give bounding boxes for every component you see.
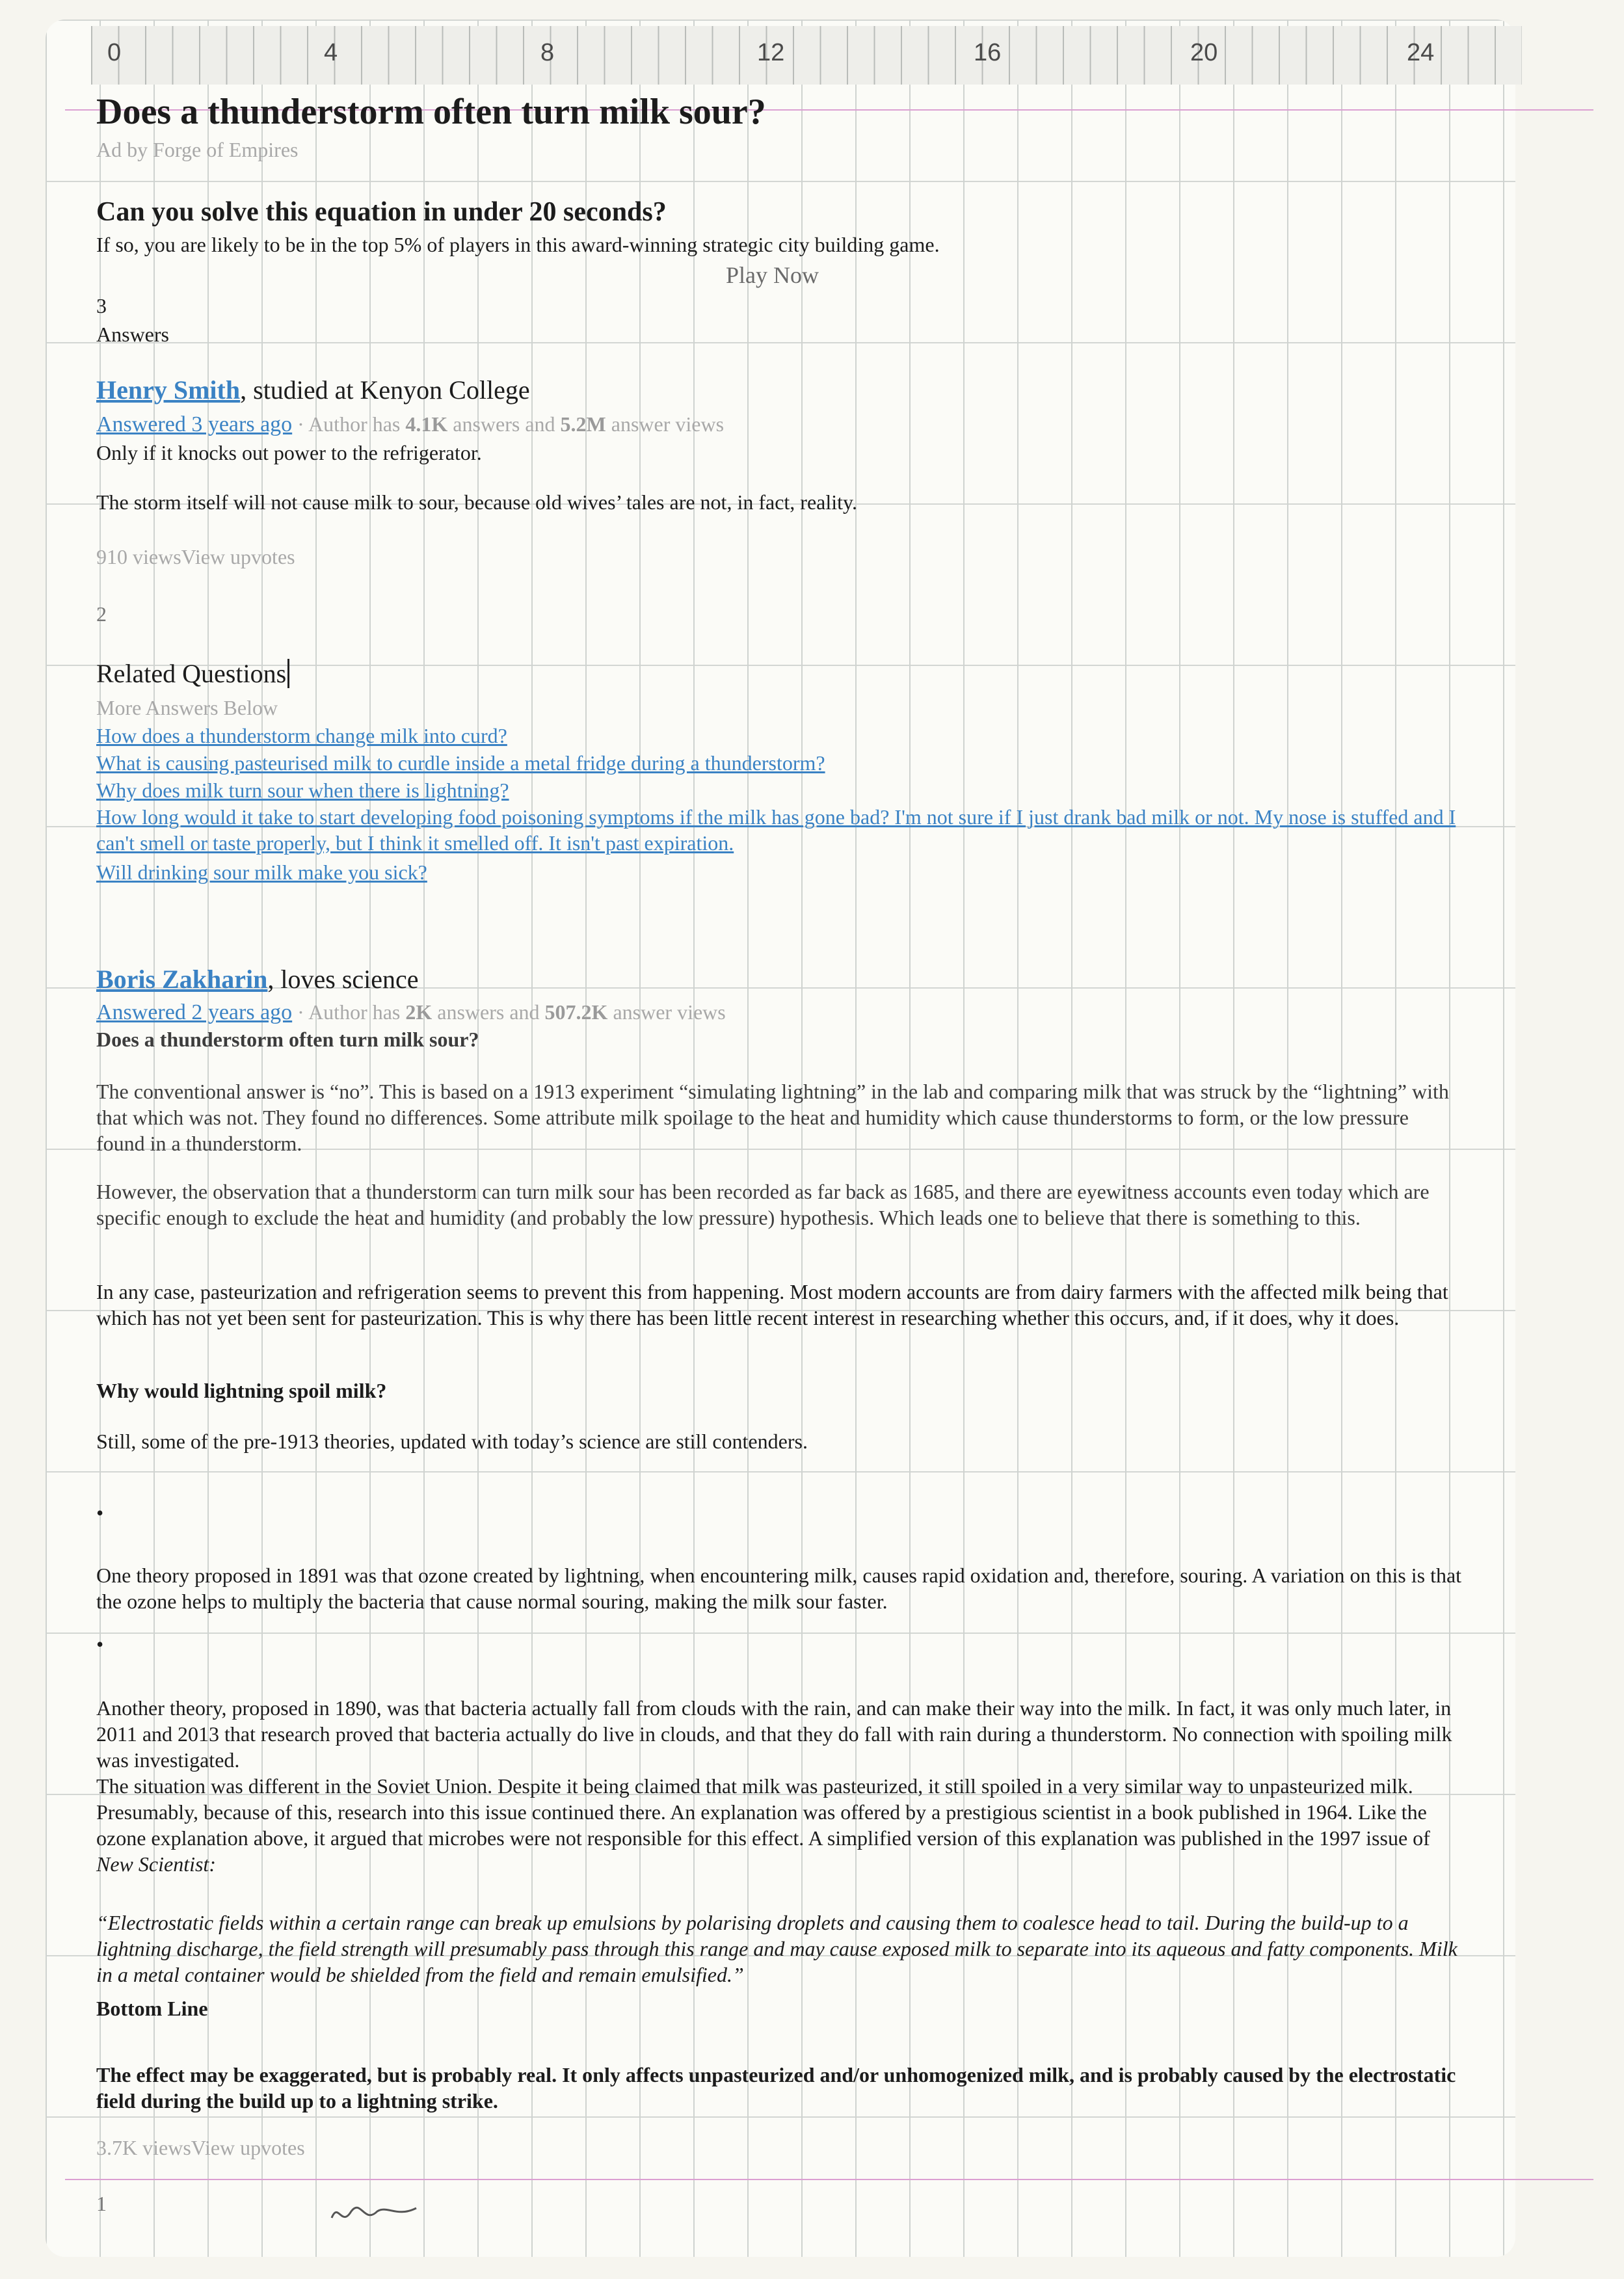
answer1-author-link[interactable]: Henry Smith [96, 375, 241, 405]
answer2-paragraph: Another theory, proposed in 1890, was that bacteria actually fall from clouds with the rain, and can make their way into the milk. In fact, it was only much later, in 2011 and 2013 that research proved that bacteria actually do live in clouds, and that they do fall with rain during a thunderstorm. No connection with spoiling milk was investigated. [96, 1696, 1452, 1772]
related-question-link[interactable]: Will drinking sour milk make you sick? [96, 860, 427, 884]
answer1-author-line [96, 375, 530, 405]
answer2-views: 3.7K views [96, 2136, 191, 2159]
ruler-tick-label: 0 [107, 39, 122, 66]
answer1-credential: , studied at Kenyon College [240, 375, 530, 405]
source-title: New Scientist: [96, 1852, 216, 1876]
answers-count-number: 3 [96, 294, 107, 317]
answer1-paragraph: Only if it knocks out power to the refrigerator. [96, 441, 482, 464]
ruler-tick-label: 24 [1407, 39, 1435, 66]
ruler-tick-label: 20 [1190, 39, 1218, 66]
answer2-view-upvotes[interactable]: View upvotes [191, 2136, 305, 2159]
answer1-views: 910 views [96, 545, 181, 568]
bullet: • [96, 1633, 104, 1656]
ruler-tick-label: 12 [757, 39, 785, 66]
answer1-meta: Answered 3 years ago · Author has 4.1K answers and 5.2M answer views [96, 412, 725, 436]
pen-scribble [325, 2198, 429, 2231]
answer2-answered-link[interactable]: Answered 2 years ago [96, 1000, 293, 1024]
answer2-upvote-count: 1 [96, 2192, 107, 2215]
answer1-upvote-count: 2 [96, 602, 107, 626]
answer2-meta: Answered 2 years ago · Author has 2K answers and 507.2K answer views [96, 1000, 726, 1024]
ruler-tick-label: 4 [324, 39, 338, 66]
ruler-tick-label: 8 [540, 39, 555, 66]
ad-label: Ad by Forge of Empires [96, 138, 299, 161]
ad-body: If so, you are likely to be in the top 5% of players in this award-winning strategic city building game. [96, 233, 940, 256]
ruler-tick-label: 16 [974, 39, 1002, 66]
answer1-answered-link[interactable]: Answered 3 years ago [96, 412, 293, 436]
answer2-heading: Why would lightning spoil milk? [96, 1379, 387, 1402]
answer2-heading: Bottom Line [96, 1997, 208, 2020]
answer2-paragraph: In any case, pasteurization and refrigeration seems to prevent this from happening. Most modern accounts are from dairy farmers with the affected milk being that which has not yet been sent for pasteurization. This is why there has been little recent interest in researching whether this occurs, and, if it does, why it does. [96, 1280, 1448, 1329]
question-title: Does a thunderstorm often turn milk sour? [96, 92, 766, 132]
play-now-button[interactable]: Play Now [726, 262, 819, 288]
ad-headline[interactable]: Can you solve this equation in under 20 seconds? [96, 197, 667, 227]
answer2-stats [96, 2136, 305, 2160]
related-question-link[interactable]: How does a thunderstorm change milk into curd? [96, 724, 507, 747]
answer1-paragraph: The storm itself will not cause milk to sour, because old wives’ tales are not, in fact, reality. [96, 490, 857, 514]
ruler [91, 26, 1522, 85]
answer2-paragraph: However, the observation that a thunderstorm can turn milk sour has been recorded as far back as 1685, and there are eyewitness accounts even today which are specific enough to exclude the heat and humidity (and probably the low pressure) hypothesis. Which leads one to believe that there is something to this. [96, 1180, 1430, 1229]
answer2-author-link[interactable]: Boris Zakharin [96, 965, 268, 994]
answer2-paragraph: The situation was different in the Soviet Union. Despite it being claimed that milk was pasteurized, it still spoiled in a very similar way to unpasteurized milk. Presumably, because of this, research into this issue continued there. An explanation was offered by a prestigious scientist in a book published in 1964. Like the ozone explanation above, it argued that microbes were not responsible for this effect. A simplified version of this explanation was published in the 1997 issue of New Scientist: [96, 1774, 1430, 1876]
answer1-stats [96, 545, 295, 569]
answer2-paragraph: The conventional answer is “no”. This is based on a 1913 experiment “simulating lightning” in the lab and comparing milk that was struck by the “lightning” with that which was not. They found no differences. Some attribute milk spoilage to the heat and humidity which cause thunderstorms to form, or the low pressure found in a thunderstorm. [96, 1080, 1449, 1155]
answer1-view-upvotes[interactable]: View upvotes [181, 545, 295, 568]
margin-line [65, 2179, 1593, 2180]
answers-count-label: Answers [96, 323, 169, 346]
related-questions-title: Related Questions [96, 658, 289, 689]
related-question-link[interactable]: How long would it take to start developing food poisoning symptoms if the milk has gone bad? I'm not sure if I just drank bad milk or not. My nose is stuffed and I can't smell or taste properly, but I think it smelled off. It isn't past expiration. [96, 805, 1456, 855]
related-question-link[interactable]: What is causing pasteurised milk to curdle inside a metal fridge during a thunderstorm? [96, 751, 825, 775]
answer2-paragraph: Still, some of the pre-1913 theories, updated with today’s science are still contenders. [96, 1430, 808, 1453]
related-subtitle: More Answers Below [96, 696, 278, 719]
conclusion: The effect may be exaggerated, but is probably real. It only affects unpasteurized and/or unhomogenized milk, and is probably caused by the electrostatic field during the build up to a lightning strike. [96, 2063, 1456, 2112]
answer2-heading: Does a thunderstorm often turn milk sour? [96, 1028, 479, 1051]
bullet: • [96, 1501, 104, 1525]
answer2-author-line [96, 964, 419, 994]
related-question-link[interactable]: Why does milk turn sour when there is lightning? [96, 779, 509, 802]
quote: “Electrostatic fields within a certain range can break up emulsions by polarising droplets and causing them to coalesce head to tail. During the build-up to a lightning discharge, the field strength will presumably pass through this range and may cause exposed milk to separate into its aqueous and fatty components. Milk in a metal container would be shielded from the field and remain emulsified.” [96, 1911, 1458, 1986]
answer2-credential: , loves science [267, 965, 419, 994]
answer2-paragraph: One theory proposed in 1891 was that ozone created by lightning, when encountering milk, causes rapid oxidation and, therefore, souring. A variation on this is that the ozone helps to multiply the bacteria that cause normal souring, making the milk sour faster. [96, 1564, 1462, 1613]
